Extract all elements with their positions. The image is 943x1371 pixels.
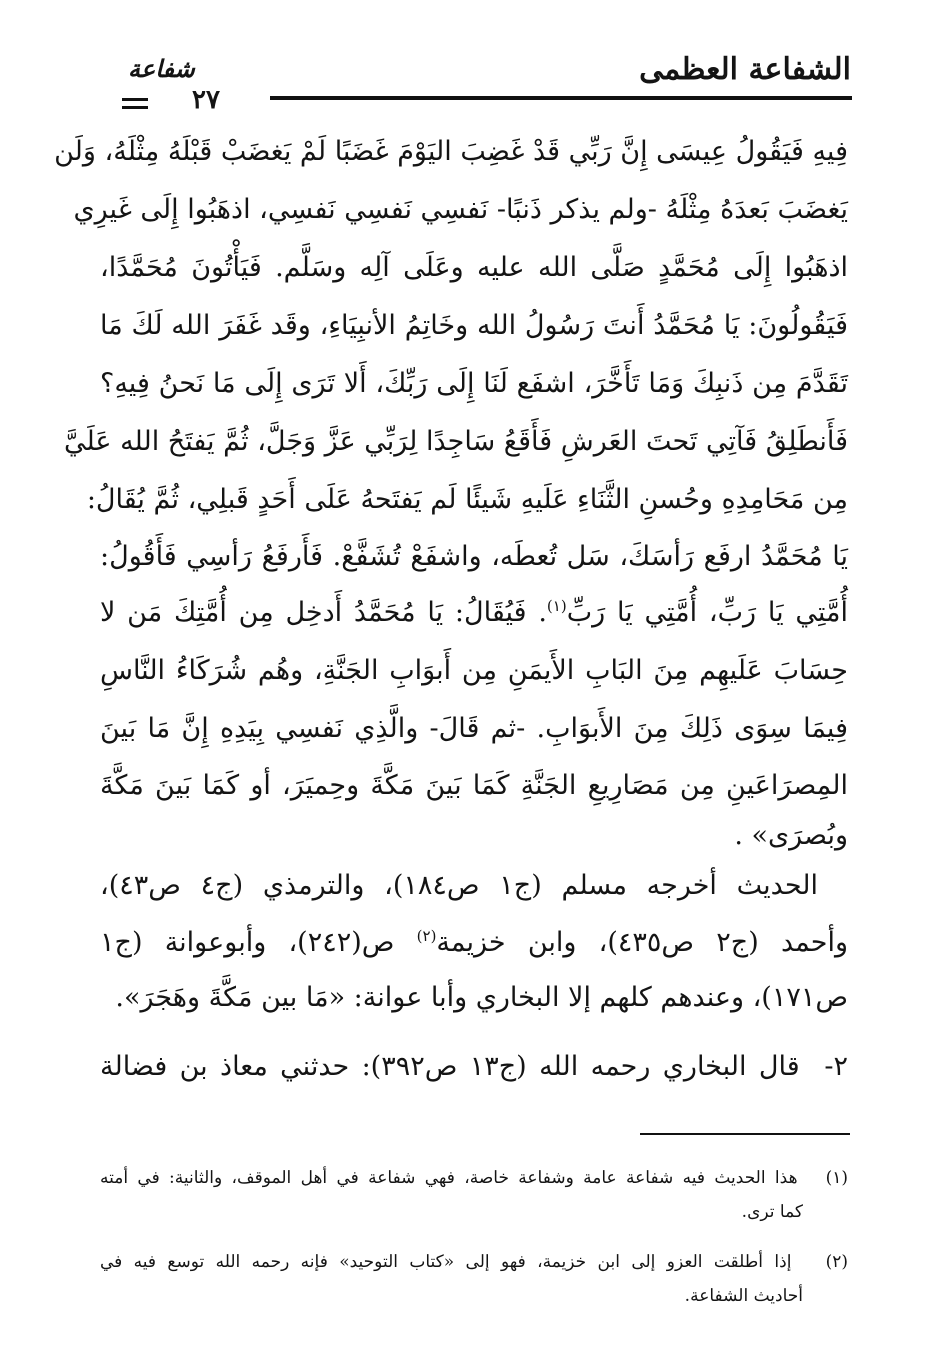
hadith-line-9-start: أُمَّتِي يَا رَبِّ، أُمَّتِي يَا رَبِّ xyxy=(566,597,848,628)
footnote-ref-1[interactable]: (١) xyxy=(546,597,567,615)
hadith-line-9 xyxy=(100,593,848,633)
hadith-2-line xyxy=(100,1047,848,1087)
footnote-2-line-2: أحاديث الشفاعة. xyxy=(684,1286,803,1306)
hadith-line-13: وبُصرَى» . xyxy=(734,820,848,851)
hadith-line-12: المِصرَاعَينِ مِن مَصَارِيعِ الجَنَّةِ كَمَا بَينَ مَكَّةَ وحِميَرَ، أو كَمَا بَينَ مَكَّةَ xyxy=(100,770,848,801)
hadith-line-5: تَقَدَّمَ مِن ذَنبِكَ وَمَا تَأَخَّرَ، اشفَع لَنَا إِلَى رَبِّكَ، أَلا تَرَى إِلَى مَا نَحنُ فِيهِ؟ xyxy=(100,368,848,399)
takhrij-line-2 xyxy=(100,923,848,963)
series-logo: شفاعة xyxy=(128,54,195,83)
hadith-line-3: اذهَبُوا إِلَى مُحَمَّدٍ صَلَّى الله عليه وعَلَى آلِه وسَلَّم. فَيَأْتُونَ مُحَمَّدًا، xyxy=(100,252,848,283)
header-rule xyxy=(270,96,852,100)
hadith-line-11: فِيمَا سِوَى ذَلِكَ مِنَ الأَبوَابِ. -ثم قَالَ- والَّذِي نَفسِي بِيَدِهِ إِنَّ مَا بَينَ xyxy=(100,713,848,744)
footnote-2-marker: (٢) xyxy=(825,1252,848,1272)
running-title: الشفاعة العظمى xyxy=(639,52,851,87)
hadith-line-8: يَا مُحَمَّدُ ارفَع رَأسَكَ، سَل تُعطَه، واشفَعْ تُشَفَّعْ. فَأَرفَعُ رَأسِي فَأَقُولُ: xyxy=(100,541,848,572)
footnote-ref-2[interactable]: (٢) xyxy=(416,927,437,945)
hadith-2-text: قال البخاري رحمه الله (ج١٣ ص٣٩٢): حدثني معاذ بن فضالة xyxy=(100,1051,800,1082)
hadith-line-1: فِيهِ فَيَقُولُ عِيسَى إِنَّ رَبِّي قَدْ غَضِبَ اليَوْمَ غَضَبًا لَمْ يَغضَبْ قَبْلَهُ مِثْلَهُ، وَلَن xyxy=(54,136,848,167)
footnote-1-line-2: كما ترى. xyxy=(741,1202,803,1222)
hadith-2-number: ٢- xyxy=(824,1051,848,1082)
takhrij-line-3: ص١٧١)، وعندهم كلهم إلا البخاري وأبا عوانة: «مَا بين مَكَّةَ وهَجَرَ». xyxy=(115,982,848,1013)
header-rule-ornament-top xyxy=(122,98,148,101)
header-rule-ornament-bottom xyxy=(122,106,148,109)
hadith-line-4: فَيَقُولُونَ: يَا مُحَمَّدُ أَنتَ رَسُولُ الله وخَاتِمُ الأنبِيَاءِ، وقَد غَفَرَ الله لَكَ مَا xyxy=(100,310,848,341)
hadith-line-10: حِسَابَ عَلَيهِم مِنَ البَابِ الأَيمَنِ مِن أَبوَابِ الجَنَّةِ، وهُم شُرَكَاءُ النَّاسِ xyxy=(100,655,848,686)
footnote-1-marker: (١) xyxy=(825,1168,848,1188)
footnote-separator xyxy=(640,1133,850,1135)
hadith-line-6: فَأَنطَلِقُ فَآتِي تَحتَ العَرشِ فَأَقَعُ سَاجِدًا لِرَبِّي عَزَّ وَجَلَّ، ثُمَّ يَفتَحُ الله عَلَيَّ xyxy=(63,426,848,457)
takhrij-line-2-end: ص(٢٤٢)، وأبوعوانة (ج١ xyxy=(100,927,417,958)
takhrij-line-1: الحديث أخرجه مسلم (ج١ ص١٨٤)، والترمذي (ج٤ ص٤٣)، xyxy=(100,870,818,901)
takhrij-line-2-start: وأحمد (ج٢ ص٤٣٥)، وابن خزيمة xyxy=(436,927,848,958)
footnote-2-line-1: إذا أطلقت العزو إلى ابن خزيمة، فهو إلى «كتاب التوحيد» فإنه رحمه الله توسع فيه في xyxy=(100,1252,792,1272)
page-number: ٢٧ xyxy=(192,85,220,115)
footnote-1 xyxy=(100,1156,848,1200)
footnote-1-line-1: هذا الحديث فيه شفاعة عامة وشفاعة خاصة، فهي شفاعة في أهل الموقف، والثانية: في أمته xyxy=(100,1168,798,1188)
hadith-line-9-end: . فَيُقَالُ: يَا مُحَمَّدُ أَدخِل مِن أُمَّتِكَ مَن لا xyxy=(100,597,547,628)
hadith-line-2: يَغضَبَ بَعدَهُ مِثْلَهُ -ولم يذكر ذَنبًا- نَفسِي نَفسِي نَفسِي، اذهَبُوا إِلَى غَيرِي xyxy=(73,194,848,225)
hadith-line-7: مِن مَحَامِدِهِ وحُسنِ الثَّنَاءِ عَلَيهِ شَيئًا لَم يَفتَحهُ عَلَى أَحَدٍ قَبلِي، ثُمَّ يُقَالُ: xyxy=(86,484,848,515)
